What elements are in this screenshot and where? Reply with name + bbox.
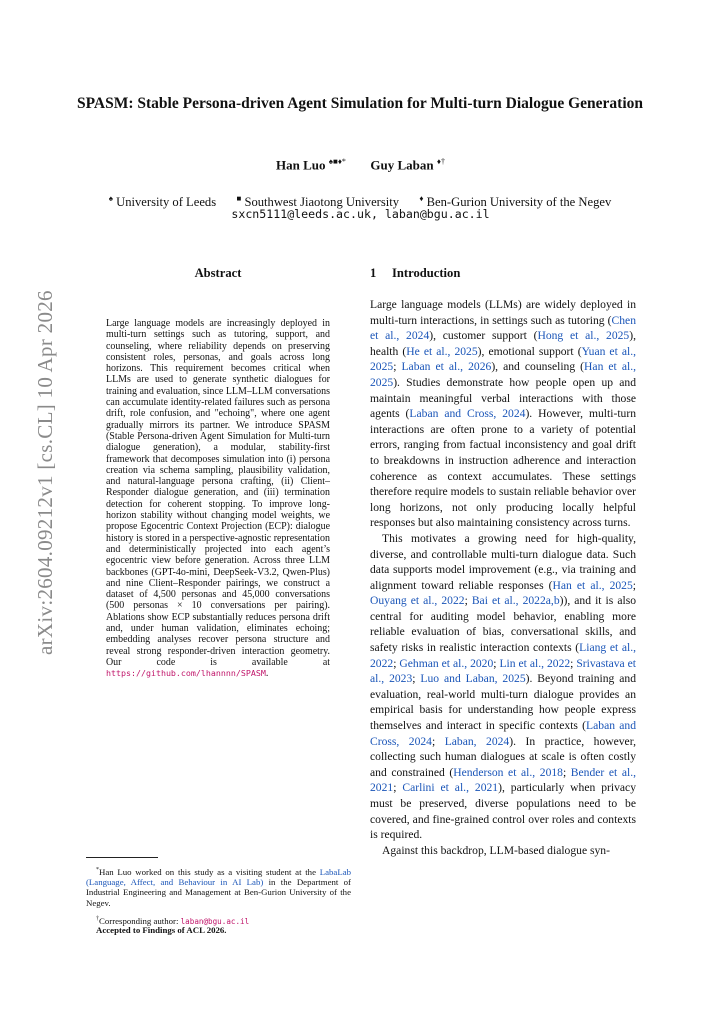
citation-link[interactable]: Srivastava et al., 2023 bbox=[370, 656, 636, 686]
paragraph-text: ; bbox=[393, 656, 400, 670]
citation-link[interactable]: Ouyang et al., 2022 bbox=[370, 594, 465, 608]
corresponding-email-link[interactable]: laban@bgu.ac.il bbox=[180, 916, 250, 926]
footnote-mark: * bbox=[96, 867, 99, 873]
section-heading bbox=[370, 266, 460, 281]
footnote-rule bbox=[86, 857, 158, 858]
paragraph-text: ). In practice, however, collecting such human dialogues at scale is often costly and constrained ( bbox=[370, 734, 636, 779]
affiliation-mark: ♠ bbox=[108, 194, 113, 203]
abstract-text: Large language models are increasingly deployed in multi-turn settings such as tutoring, support, and counseling, where reliability depends on preserving consistent roles, personas, and goals across long horizons. This requirement becomes critical when LLMs are used to generate synthetic dialogues for training and evaluation, since LLM–LLM conversations can accumulate identity-related failures such as persona drift, role confusion, and "echoing", where one agent gradually mirrors its partner. We introduce SPASM (Stable Persona-driven Agent Simulation for Multi-turn dialogue generation), a modular, stability-first framework that decomposes simulation into (i) persona creation via schema sampling, plausibility validation, and natural-language persona crafting, (ii) Client–Responder dialogue generation, and (iii) termination detection for coherent stopping. To improve long-horizon stability without changing model weights, we propose Egocentric Context Projection (ECP): dialogue history is stored in a perspective-agnostic representation and deterministically projected into each agent’s egocentric view before generation. Across three LLM backbones (GPT-4o-mini, DeepSeek-V3.2, Qwen-Plus) and nine Client–Responder pairings, we construct a dataset of 4,500 personas and 45,000 conversations (500 personas × 10 conversations per pairing). Ablations show ECP substantially reduces persona drift and, under human validation, eliminates echoing; embedding analyses recover persona structure and reveal strong responder-driven interaction geometry. Our code is available at bbox=[106, 318, 330, 668]
paragraph bbox=[370, 297, 636, 531]
paragraph-text: ; bbox=[393, 360, 402, 374]
footnote-mark: † bbox=[96, 916, 99, 922]
abstract-body bbox=[106, 318, 330, 680]
footnote-visiting bbox=[86, 865, 351, 908]
citation-link[interactable]: Laban et al., 2026 bbox=[401, 360, 492, 374]
paragraph bbox=[370, 843, 636, 859]
citation-link[interactable]: Lin et al., 2022 bbox=[499, 656, 571, 670]
paragraph-text: ), particularly when privacy must be preserved, diverse populations need to be covered, and fine-grained control over roles and contexts is required. bbox=[370, 781, 637, 842]
affiliation-mark: ♦ bbox=[419, 194, 424, 203]
abstract-heading: Abstract bbox=[194, 266, 242, 280]
affiliation-mark: ■ bbox=[236, 194, 242, 203]
footnote-text: Han Luo worked on this study as a visiting student at the bbox=[99, 866, 320, 877]
citation-link[interactable]: Henderson et al., 2018 bbox=[453, 765, 563, 779]
introduction-body bbox=[370, 297, 636, 858]
citation-link[interactable]: Bai et al., 2022a,b bbox=[471, 594, 560, 608]
paragraph-text: ). Studies demonstrate how people open up and maintain meaningful verbal interactions with those agents ( bbox=[370, 375, 636, 421]
author-emails: sxcn5111@leeds.ac.uk, laban@bgu.ac.il bbox=[231, 207, 490, 221]
author-list bbox=[0, 157, 721, 173]
paragraph-text: ), health ( bbox=[370, 329, 636, 358]
citation-link[interactable]: Han et al., 2025 bbox=[370, 360, 636, 389]
paragraph-text: ). However, multi-turn interactions are often prone to a variety of potential errors, ranging from factual inconsistency and goal drift to breakdowns in instruction adherence and interaction coherence as context accumulates. These settings therefore require models to sustain reliable behavior over long horizons, not only producing locally helpful responses but also maintaining consistency across turns. bbox=[370, 407, 637, 530]
paragraph-text: ; bbox=[493, 656, 500, 670]
author-name: Guy Laban bbox=[370, 157, 434, 173]
paper-title: SPASM: Stable Persona-driven Agent Simulation for Multi-turn Dialogue Generation bbox=[76, 95, 644, 112]
footnote-text: Corresponding author: bbox=[99, 915, 181, 926]
arxiv-stamp: arXiv:2604.09212v1 [cs.CL] 10 Apr 2026 bbox=[33, 290, 57, 655]
author-marks: ♦† bbox=[436, 157, 445, 166]
citation-link[interactable]: Luo and Laban, 2025 bbox=[420, 672, 526, 686]
paragraph-text: ; bbox=[570, 656, 577, 670]
citation-link[interactable]: Laban and Cross, 2024 bbox=[409, 407, 526, 421]
paragraph-text: ), customer support ( bbox=[429, 329, 538, 343]
section-number: 1 bbox=[370, 266, 377, 280]
citation-link[interactable]: Carlini et al., 2021 bbox=[402, 781, 499, 795]
citation-link[interactable]: Laban and Cross, 2024 bbox=[370, 719, 636, 748]
paragraph-text: ; bbox=[632, 578, 636, 592]
citation-link[interactable]: Laban, 2024 bbox=[444, 734, 510, 748]
footnote-text: in the Department of Industrial Engineering and Management at Ben-Gurion University of the Negev. bbox=[86, 877, 351, 908]
paragraph bbox=[370, 531, 636, 843]
citation-link[interactable]: Yuan et al., 2025 bbox=[370, 344, 637, 374]
affiliation: Ben-Gurion University of the Negev bbox=[426, 195, 612, 210]
paragraph-text: )), and it is also central for auditing model behavior, enabling more reliable evaluation of bias, conversational skills, and safety risks in realistic interaction contexts ( bbox=[370, 594, 637, 655]
acceptance-text: Accepted to Findings of ACL 2026. bbox=[96, 925, 227, 935]
paragraph-text: Against this backdrop, LLM-based dialogue syn- bbox=[382, 843, 610, 857]
author-name: Han Luo bbox=[276, 157, 326, 173]
paragraph-text: ), emotional support ( bbox=[477, 344, 582, 358]
citation-link[interactable]: Han et al., 2025 bbox=[552, 578, 633, 592]
citation-link[interactable]: Bender et al., 2021 bbox=[370, 765, 636, 795]
abstract-end: . bbox=[265, 668, 269, 680]
citation-link[interactable]: He et al., 2025 bbox=[406, 344, 478, 358]
affiliation: University of Leeds bbox=[116, 195, 217, 210]
citation-link[interactable]: Chen et al., 2024 bbox=[370, 313, 636, 343]
citation-link[interactable]: Hong et al., 2025 bbox=[537, 329, 630, 343]
lab-link[interactable]: LabaLab (Language, Affect, and Behaviour in AI Lab) bbox=[86, 866, 351, 888]
paragraph-text: ), and counseling ( bbox=[491, 360, 585, 374]
paragraph-text: ; bbox=[431, 734, 445, 748]
paragraph-text: This motivates a growing need for high-quality, diverse, and controllable multi-turn dialogue data. Such data supports model improvement (e.g., via training and alignment toward reliable responses ( bbox=[370, 531, 636, 592]
section-title: Introduction bbox=[392, 266, 461, 280]
paragraph-text: ; bbox=[562, 765, 571, 779]
paragraph-text: ; bbox=[464, 594, 472, 608]
author-marks: ♠■♦* bbox=[328, 157, 346, 166]
paragraph-text: ). Beyond training and evaluation, real-world multi-turn dialogue provides an empirical basis for understanding how people express themselves and interact in specific contexts ( bbox=[370, 672, 636, 733]
affiliation: Southwest Jiaotong University bbox=[244, 195, 400, 210]
acceptance-note bbox=[86, 925, 351, 935]
code-link[interactable]: https://github.com/lhannnn/SPASM bbox=[106, 668, 266, 679]
paragraph-text: Large language models (LLMs) are widely deployed in multi-turn interactions, in settings such as tutoring ( bbox=[370, 298, 636, 327]
paragraph-text: ; bbox=[393, 781, 403, 795]
paragraph-text: ; bbox=[412, 672, 421, 686]
citation-link[interactable]: Gehman et al., 2020 bbox=[399, 656, 494, 670]
citation-link[interactable]: Liang et al., 2022 bbox=[370, 641, 636, 670]
